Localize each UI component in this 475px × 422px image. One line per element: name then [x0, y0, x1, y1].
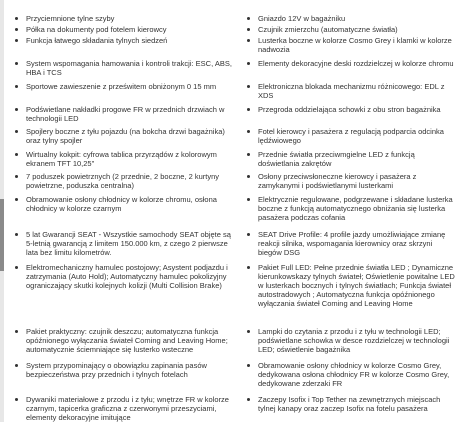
list-item: Zaczepy Isofix i Top Tether na zewnętrznych miejscach tylnej kanapy oraz zaczep Isofix na fotelu pasażera	[258, 395, 458, 413]
list-item: Elektroniczna blokada mechanizmu różnicowego: EDL z XDS	[258, 82, 458, 100]
list-item: SEAT Drive Profile: 4 profile jazdy umożliwiające zmianę reakcji silnika, wspomagania kierownicy oraz skrzyni biegów DSG	[258, 230, 458, 257]
list-item: Elementy dekoracyjne deski rozdzielczej w kolorze chromu	[258, 59, 458, 68]
list-item: Obramowanie osłony chłodnicy w kolorze Cosmo Grey, dedykowana osłona chłodnicy FR w kolorze Cosmo Grey, dedykowane zderzaki FR	[258, 361, 458, 388]
list-item: Półka na dokumenty pod fotelem kierowcy	[26, 25, 234, 34]
list-item: Przednie światła przeciwmgielne LED z funkcją doświetlania zakrętów	[258, 150, 458, 168]
list-item: Funkcja łatwego składania tylnych siedzeń	[26, 36, 234, 45]
list-item: Pakiet praktyczny: czujnik deszczu; automatyczna funkcja opóźnionego wyłączania świateł Coming and Leaving Home; automatycznie ściemniające się lusterko wsteczne	[26, 327, 234, 354]
list-item: Czujnik zmierzchu (automatyczne światła)	[258, 25, 458, 34]
list-item: System wspomagania hamowania i kontroli trakcji: ESC, ABS, HBA i TCS	[26, 59, 234, 77]
list-item: 7 poduszek powietrznych (2 przednie, 2 boczne, 2 kurtyny powietrzne, poduszka centralna)	[26, 172, 234, 190]
list-item: Elektrycznie regulowane, podgrzewane i składane lusterka boczne z funkcją automatycznego obniżania się lusterka pasażera podczas cofania	[258, 195, 458, 222]
list-item: Pakiet Full LED: Pełne przednie światła LED ; Dynamiczne kierunkowskazy tylnych świateł; Oświetlenie powitalne LED w lusterkach bocznych i tylnych światłach; Funkcja świateł autostradowych ; Automatyczna funkcja opóźnionego wyłączania świateł Coming and Leaving Home	[258, 263, 458, 308]
list-item: Osłony przeciwsłoneczne kierowcy i pasażera z zamykanymi i podświetlanymi lusterkami	[258, 172, 458, 190]
list-item: Podświetlane nakładki progowe FR w przednich drzwiach w technologii LED	[26, 105, 234, 123]
list-item: Przyciemnione tylne szyby	[26, 14, 234, 23]
list-item: Wirtualny kokpit: cyfrowa tablica przyrządów z kolorowym ekranem TFT 10,25"	[26, 150, 234, 168]
list-item: Przegroda oddzielająca schowki z obu stron bagażnika	[258, 105, 458, 114]
list-item: Obramowanie osłony chłodnicy w kolorze chromu, osłona chłodnicy w kolorze czarnym	[26, 195, 234, 213]
list-item: Sportowe zawieszenie z prześwitem obniżonym 0 15 mm	[26, 82, 234, 91]
list-item: Elektromechaniczny hamulec postojowy; Asystent podjazdu i zatrzymania (Auto Hold); Automatyczny hamulec pokolizyjny ograniczający skutki kolejnych kolizji (Multi Collision Brake)	[26, 263, 234, 290]
list-item: Gniazdo 12V w bagażniku	[258, 14, 458, 23]
list-item: Fotel kierowcy i pasażera z regulacją podparcia odcinka lędźwiowego	[258, 127, 458, 145]
list-item: Lampki do czytania z przodu i z tyłu w technologii LED; podświetlane schowka w desce rozdzielczej w technologii LED; oświetlenie bagażnika	[258, 327, 458, 354]
list-item: Dywaniki materiałowe z przodu i z tyłu; wnętrze FR w kolorze czarnym, tapicerka graficzna z czerwonymi przeszyciami, elementy dekoracyjne imitujące	[26, 395, 234, 422]
list-item: System przypominający o obowiązku zapinania pasów bezpieczeństwa przy przednich i tylnych fotelach	[26, 361, 234, 379]
list-item: 5 lat Gwarancji SEAT - Wszystkie samochody SEAT objęte są 5-letnią gwarancją z limitem 150.000 km, z czego 2 pierwsze lata bez limitu kilometrów.	[26, 230, 234, 257]
list-item: Lusterka boczne w kolorze Cosmo Grey i klamki w kolorze nadwozia	[258, 36, 458, 54]
list-item: Spojlery boczne z tyłu pojazdu (na bokcha drzwi bagażnika) oraz tylny spojler	[26, 127, 234, 145]
